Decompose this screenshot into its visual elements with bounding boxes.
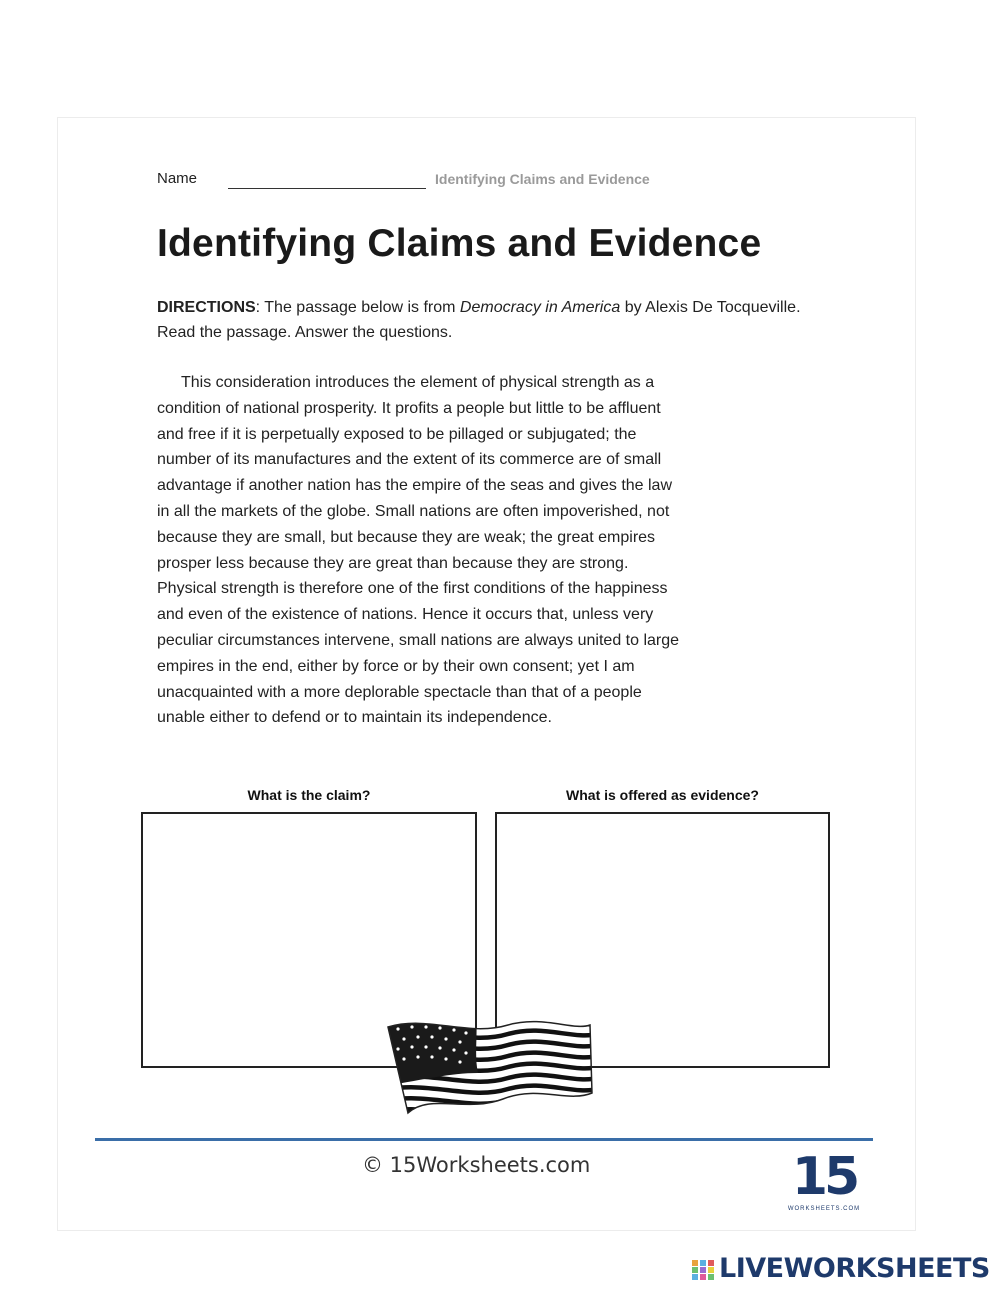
american-flag-icon bbox=[378, 1015, 598, 1130]
passage-line: because they are small, but because they are weak; the great empires bbox=[157, 528, 656, 546]
passage-line: advantage if another nation has the empire of the seas and gives the law bbox=[157, 477, 673, 495]
evidence-label: What is offered as evidence? bbox=[566, 787, 759, 803]
directions-text-before: : The passage below is from bbox=[255, 299, 460, 316]
liveworksheets-grid-icon bbox=[692, 1260, 714, 1280]
name-line[interactable] bbox=[228, 188, 426, 189]
header-title: Identifying Claims and Evidence bbox=[435, 171, 650, 187]
passage-line: empires in the end, either by force or by their own consent; yet I am bbox=[157, 657, 635, 675]
book-title: Democracy in America bbox=[459, 299, 621, 316]
name-row bbox=[157, 170, 857, 192]
directions-text-after: by Alexis De Tocqueville. Read the passage. Answer the questions. bbox=[157, 299, 801, 341]
liveworksheets-text: LIVEWORKSHEETS bbox=[719, 1253, 990, 1284]
passage-line: Physical strength is therefore one of the first conditions of the happiness bbox=[157, 580, 668, 598]
passage-line: unable either to defend or to maintain its independence. bbox=[157, 709, 552, 727]
page-title: Identifying Claims and Evidence bbox=[157, 222, 762, 265]
logo-number: 15 bbox=[791, 1147, 857, 1207]
passage-line: peculiar circumstances intervene, small nations are always united to large bbox=[157, 631, 680, 649]
passage-line: condition of national prosperity. It profits a people but little to be affluent bbox=[157, 399, 661, 417]
passage-line: unacquainted with a more deplorable spectacle than that of a people bbox=[157, 683, 642, 701]
passage-line: and free if it is perpetually exposed to be pillaged or subjugated; the bbox=[157, 425, 637, 443]
passage-line: This consideration introduces the element of physical strength as a bbox=[181, 374, 655, 391]
15worksheets-logo bbox=[784, 1147, 864, 1220]
name-label: Name bbox=[157, 170, 198, 187]
logo-subtext: WORKSHEETS.COM bbox=[787, 1206, 861, 1212]
passage-line: in all the markets of the globe. Small nations are often impoverished, not bbox=[157, 502, 670, 520]
claim-label: What is the claim? bbox=[247, 787, 371, 803]
passage-line: number of its manufactures and the extent of its commerce are of small bbox=[157, 451, 662, 469]
passage-line: and even of the existence of nations. Hence it occurs that, unless very bbox=[157, 606, 654, 624]
passage bbox=[157, 370, 827, 731]
directions-label: DIRECTIONS bbox=[157, 299, 256, 316]
copyright: © 15Worksheets.com bbox=[362, 1153, 591, 1177]
footer-rule bbox=[95, 1138, 873, 1141]
passage-line: prosper less because they are great than because they are strong. bbox=[157, 554, 629, 572]
directions bbox=[157, 295, 817, 345]
